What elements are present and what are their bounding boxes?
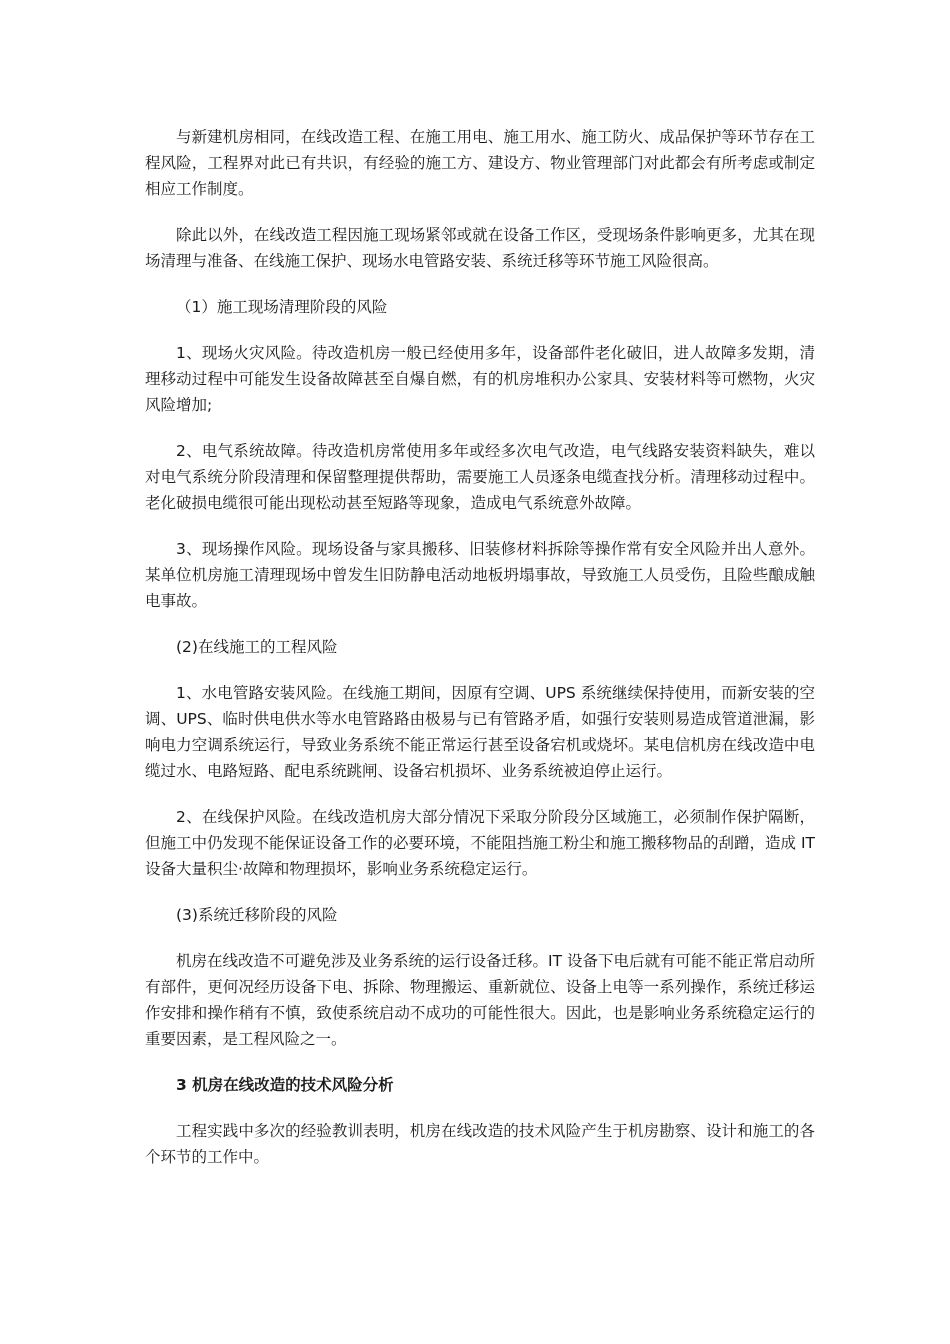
paragraph-technical-risk: 工程实践中多次的经验教训表明，机房在线改造的技术风险产生于机房勘察、设计和施工的各个环节的工作中。: [145, 1122, 815, 1166]
subheading-site-clearing: （1）施工现场清理阶段的风险: [176, 298, 388, 316]
paragraph-electrical-fault: 2、电气系统故障。待改造机房常使用多年或经多次电气改造，电气线路安装资料缺失，难以对电气系统分阶段清理和保留整理提供帮助，需要施工人员逐条电缆查找分析。清理移动过程中。老化破损电缆很可能出现松动甚至短路等现象，造成电气系统意外故障。: [145, 442, 815, 512]
paragraph-intro: 与新建机房相同，在线改造工程、在施工用电、施工用水、施工防火、成品保护等环节存在工程风险，工程界对此已有共识，有经验的施工方、建设方、物业管理部门对此都会有所考虑或制定相应工作制度。: [145, 128, 815, 198]
paragraph-pipeline-risk: 1、水电管路安装风险。在线施工期间，因原有空调、UPS 系统继续保持使用，而新安装的空调、UPS、临时供电供水等水电管路路由极易与已有管路矛盾，如强行安装则易造成管道泄漏，影响电力空调系统运行，导致业务系统不能正常运行甚至设备宕机或烧坏。某电信机房在线改造中电缆过水、电路短路、配电系统跳闸、设备宕机损坏、业务系统被迫停止运行。: [145, 684, 815, 780]
paragraph-additional-risks: 除此以外，在线改造工程因施工现场紧邻或就在设备工作区，受现场条件影响更多，尤其在现场清理与准备、在线施工保护、现场水电管路安装、系统迁移等环节施工风险很高。: [145, 226, 815, 270]
subheading-online-construction: (2)在线施工的工程风险: [176, 638, 338, 656]
paragraph-fire-risk: 1、现场火灾风险。待改造机房一般已经使用多年，设备部件老化破旧，进人故障多发期，清理移动过程中可能发生设备故障甚至自爆自燃，有的机房堆积办公家具、安装材料等可燃物，火灾风险增加;: [145, 344, 815, 414]
document-body: [145, 124, 815, 1190]
paragraph-protection-risk: 2、在线保护风险。在线改造机房大部分情况下采取分阶段分区域施工，必须制作保护隔断，但施工中仍发现不能保证设备工作的必要环境，不能阻挡施工粉尘和施工搬移物品的刮蹭，造成 IT 设备大量积尘·故障和物理损坏，影响业务系统稳定运行。: [145, 808, 815, 878]
subheading-system-migration: (3)系统迁移阶段的风险: [176, 906, 338, 924]
section-heading-technical-risk: 3 机房在线改造的技术风险分析: [176, 1076, 394, 1094]
paragraph-migration-risk: 机房在线改造不可避免涉及业务系统的运行设备迁移。IT 设备下电后就有可能不能正常启动所有部件，更何况经历设备下电、拆除、物理搬运、重新就位、设备上电等一系列操作，系统迁移运作安排和操作稍有不慎，致使系统启动不成功的可能性很大。因此，也是影响业务系统稳定运行的重要因素，是工程风险之一。: [145, 952, 815, 1048]
paragraph-operation-risk: 3、现场操作风险。现场设备与家具搬移、旧装修材料拆除等操作常有安全风险并出人意外。某单位机房施工清理现场中曾发生旧防静电活动地板坍塌事故，导致施工人员受伤，且险些酿成触电事故。: [145, 540, 815, 610]
